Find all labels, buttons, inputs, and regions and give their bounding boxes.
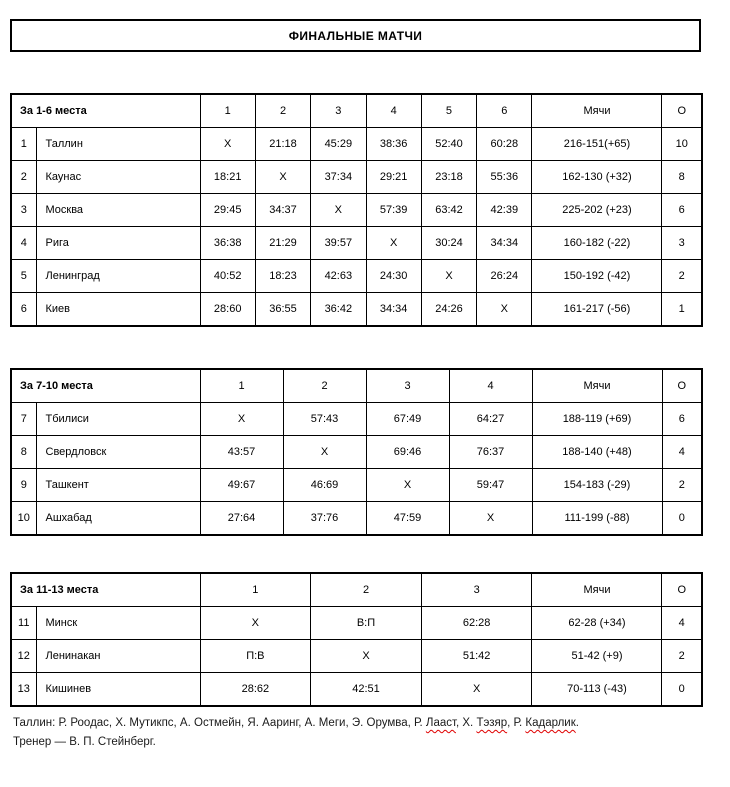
score-cell: X <box>283 436 366 469</box>
score-cell: 51:42 <box>421 640 532 673</box>
team-name-cell: Ленинакан <box>36 640 200 673</box>
score-cell: 52:40 <box>421 128 476 161</box>
score-cell: 34:34 <box>366 293 421 327</box>
opponent-column-header: 2 <box>311 573 422 607</box>
score-cell: X <box>311 194 366 227</box>
team-name-cell: Таллин <box>36 128 200 161</box>
score-cell: 30:24 <box>421 227 476 260</box>
score-cell: 39:57 <box>311 227 366 260</box>
score-cell: 27:64 <box>200 502 283 536</box>
roster-text: . <box>575 717 579 729</box>
team-row <box>11 128 702 161</box>
score-cell: X <box>449 502 532 536</box>
score-cell: 24:26 <box>421 293 476 327</box>
score-cell: X <box>200 128 255 161</box>
group-label: За 7-10 места <box>11 369 200 403</box>
goals-cell: 150-192 (-42) <box>532 260 662 293</box>
score-cell: П:В <box>200 640 311 673</box>
score-cell: 34:34 <box>477 227 532 260</box>
coach-line: Тренер — В. П. Стейнберг. <box>13 736 156 748</box>
goals-column-header: Мячи <box>532 94 662 128</box>
points-cell: 6 <box>662 403 702 436</box>
points-cell: 1 <box>662 293 702 327</box>
score-cell: 21:18 <box>255 128 310 161</box>
team-row <box>11 436 702 469</box>
rank-cell: 8 <box>11 436 36 469</box>
opponent-column-header: 3 <box>366 369 449 403</box>
opponent-column-header: 2 <box>283 369 366 403</box>
score-cell: 57:39 <box>366 194 421 227</box>
roster-text: Таллин: Р. Роодас, Х. Мутикпс, А. Остмейн, Я. Ааринг, А. Меги, Э. Орумва, Р. <box>13 717 426 729</box>
team-name-cell: Киев <box>36 293 200 327</box>
rank-cell: 7 <box>11 403 36 436</box>
team-row <box>11 403 702 436</box>
score-cell: 23:18 <box>421 161 476 194</box>
roster-text: , Х. <box>455 717 477 729</box>
points-cell: 2 <box>662 469 702 502</box>
goals-cell: 154-183 (-29) <box>532 469 662 502</box>
score-cell: 36:42 <box>311 293 366 327</box>
team-name-cell: Кишинев <box>36 673 200 707</box>
score-cell: 60:28 <box>477 128 532 161</box>
misspelled-word: Тэзяр <box>476 717 508 729</box>
score-cell: 59:47 <box>449 469 532 502</box>
rank-cell: 2 <box>11 161 36 194</box>
team-name-cell: Ленинград <box>36 260 200 293</box>
score-cell: 42:39 <box>477 194 532 227</box>
team-row <box>11 607 702 640</box>
score-cell: 63:42 <box>421 194 476 227</box>
score-cell: 45:29 <box>311 128 366 161</box>
score-cell: 34:37 <box>255 194 310 227</box>
score-cell: 76:37 <box>449 436 532 469</box>
team-name-cell: Ашхабад <box>36 502 200 536</box>
rank-cell: 1 <box>11 128 36 161</box>
score-cell: 55:36 <box>477 161 532 194</box>
rank-cell: 6 <box>11 293 36 327</box>
team-row <box>11 293 702 327</box>
points-cell: 0 <box>662 673 702 707</box>
goals-cell: 216-151(+65) <box>532 128 662 161</box>
goals-cell: 225-202 (+23) <box>532 194 662 227</box>
roster-line <box>13 714 730 733</box>
goals-cell: 62-28 (+34) <box>532 607 662 640</box>
score-cell: 36:55 <box>255 293 310 327</box>
header-row <box>11 94 702 128</box>
rank-cell: 9 <box>11 469 36 502</box>
team-name-cell: Рига <box>36 227 200 260</box>
goals-cell: 188-140 (+48) <box>532 436 662 469</box>
team-name-cell: Свердловск <box>36 436 200 469</box>
team-row <box>11 502 702 536</box>
points-column-header: О <box>662 573 702 607</box>
group-label: За 1-6 места <box>11 94 200 128</box>
score-cell: 40:52 <box>200 260 255 293</box>
score-cell: 28:62 <box>200 673 311 707</box>
score-cell: 18:21 <box>200 161 255 194</box>
team-name-cell: Каунас <box>36 161 200 194</box>
points-cell: 10 <box>662 128 702 161</box>
points-cell: 0 <box>662 502 702 536</box>
score-cell: 42:51 <box>311 673 422 707</box>
opponent-column-header: 4 <box>449 369 532 403</box>
goals-column-header: Мячи <box>532 573 662 607</box>
team-row <box>11 469 702 502</box>
opponent-column-header: 1 <box>200 94 255 128</box>
goals-cell: 51-42 (+9) <box>532 640 662 673</box>
opponent-column-header: 5 <box>421 94 476 128</box>
points-cell: 2 <box>662 260 702 293</box>
header-row <box>11 369 702 403</box>
standings-table-places-7-10 <box>10 368 703 536</box>
score-cell: X <box>311 640 422 673</box>
score-cell: 38:36 <box>366 128 421 161</box>
rank-cell: 13 <box>11 673 36 707</box>
score-cell: 67:49 <box>366 403 449 436</box>
team-name-cell: Москва <box>36 194 200 227</box>
score-cell: 37:34 <box>311 161 366 194</box>
rank-cell: 4 <box>11 227 36 260</box>
score-cell: 57:43 <box>283 403 366 436</box>
goals-column-header: Мячи <box>532 369 662 403</box>
score-cell: X <box>366 227 421 260</box>
opponent-column-header: 4 <box>366 94 421 128</box>
team-name-cell: Ташкент <box>36 469 200 502</box>
score-cell: X <box>200 607 311 640</box>
score-cell: 47:59 <box>366 502 449 536</box>
score-cell: 29:45 <box>200 194 255 227</box>
score-cell: 29:21 <box>366 161 421 194</box>
points-cell: 4 <box>662 607 702 640</box>
score-cell: 62:28 <box>421 607 532 640</box>
score-cell: X <box>421 673 532 707</box>
team-name-cell: Минск <box>36 607 200 640</box>
opponent-column-header: 3 <box>311 94 366 128</box>
score-cell: 21:29 <box>255 227 310 260</box>
team-row <box>11 194 702 227</box>
score-cell: 42:63 <box>311 260 366 293</box>
opponent-column-header: 6 <box>477 94 532 128</box>
page-title: ФИНАЛЬНЫЕ МАТЧИ <box>288 28 423 43</box>
rank-cell: 10 <box>11 502 36 536</box>
goals-cell: 160-182 (-22) <box>532 227 662 260</box>
standings-table-places-1-6 <box>10 93 703 327</box>
rank-cell: 11 <box>11 607 36 640</box>
header-row <box>11 573 702 607</box>
score-cell: 28:60 <box>200 293 255 327</box>
points-cell: 2 <box>662 640 702 673</box>
goals-cell: 188-119 (+69) <box>532 403 662 436</box>
team-row <box>11 227 702 260</box>
score-cell: 49:67 <box>200 469 283 502</box>
points-column-header: О <box>662 94 702 128</box>
score-cell: X <box>366 469 449 502</box>
opponent-column-header: 3 <box>421 573 532 607</box>
misspelled-word: Кадарлик <box>525 717 576 729</box>
goals-cell: 161-217 (-56) <box>532 293 662 327</box>
roster-text: , Р. <box>507 717 526 729</box>
points-column-header: О <box>662 369 702 403</box>
goals-cell: 111-199 (-88) <box>532 502 662 536</box>
points-cell: 8 <box>662 161 702 194</box>
group-label: За 11-13 места <box>11 573 200 607</box>
score-cell: 18:23 <box>255 260 310 293</box>
footer-roster <box>13 714 730 752</box>
score-cell: 24:30 <box>366 260 421 293</box>
score-cell: 43:57 <box>200 436 283 469</box>
opponent-column-header: 1 <box>200 369 283 403</box>
title-box <box>10 19 701 52</box>
team-row <box>11 640 702 673</box>
team-row <box>11 260 702 293</box>
score-cell: X <box>477 293 532 327</box>
goals-cell: 70-113 (-43) <box>532 673 662 707</box>
rank-cell: 5 <box>11 260 36 293</box>
points-cell: 3 <box>662 227 702 260</box>
score-cell: В:П <box>311 607 422 640</box>
goals-cell: 162-130 (+32) <box>532 161 662 194</box>
rank-cell: 3 <box>11 194 36 227</box>
opponent-column-header: 2 <box>255 94 310 128</box>
score-cell: 26:24 <box>477 260 532 293</box>
points-cell: 6 <box>662 194 702 227</box>
score-cell: 46:69 <box>283 469 366 502</box>
points-cell: 4 <box>662 436 702 469</box>
rank-cell: 12 <box>11 640 36 673</box>
standings-table-places-11-13 <box>10 572 703 707</box>
score-cell: 37:76 <box>283 502 366 536</box>
score-cell: X <box>421 260 476 293</box>
misspelled-word: Лааст <box>425 717 456 729</box>
score-cell: 36:38 <box>200 227 255 260</box>
score-cell: 69:46 <box>366 436 449 469</box>
score-cell: 64:27 <box>449 403 532 436</box>
team-name-cell: Тбилиси <box>36 403 200 436</box>
score-cell: X <box>200 403 283 436</box>
team-row <box>11 161 702 194</box>
score-cell: X <box>255 161 310 194</box>
opponent-column-header: 1 <box>200 573 311 607</box>
team-row <box>11 673 702 707</box>
